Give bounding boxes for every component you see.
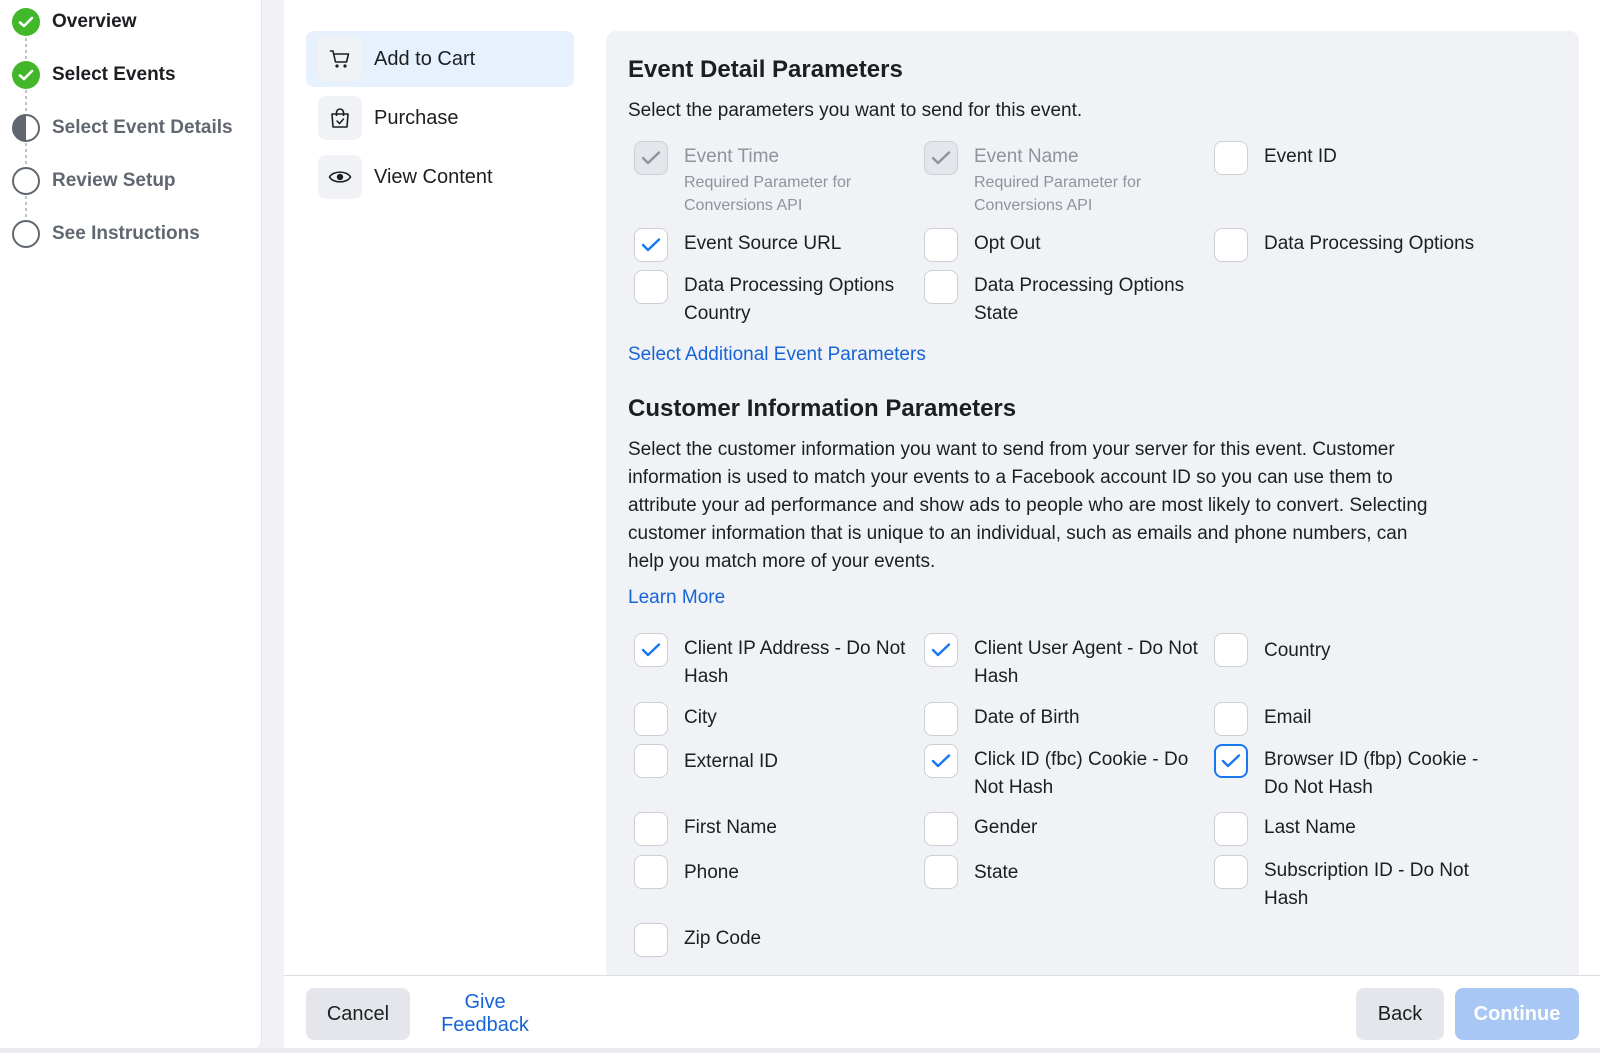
step-overview[interactable] [12,7,252,37]
checkbox-label: Data Processing Options [1264,233,1475,254]
checkbox-date-of-birth[interactable] [924,702,1204,736]
setup-stepper [0,0,262,1048]
bottom-strip [0,1048,1600,1053]
checkbox-label: State [974,862,1019,883]
step-select-events[interactable] [12,60,252,90]
event-detail-description: Select the parameters you want to send for this event. [628,100,1083,121]
checkbox[interactable] [1214,228,1248,262]
step-review-setup[interactable] [12,166,252,196]
step-label: See Instructions [52,223,200,244]
checkbox-event-source-url[interactable] [634,228,904,262]
checkbox-label: Subscription ID - Do Not Hash [1264,860,1469,909]
checkbox-label: Event Name [974,146,1079,167]
checkbox-label: Browser ID (fbp) Cookie - Do Not Hash [1264,749,1479,798]
checkbox-label: Opt Out [974,233,1041,254]
checkbox[interactable] [1214,633,1248,667]
checkbox[interactable] [924,228,958,262]
event-label: Add to Cart [374,47,476,70]
checkbox[interactable] [924,270,958,304]
checkbox-last-name[interactable] [1214,812,1514,846]
checkbox-event-id[interactable] [1214,141,1534,175]
checkbox-event-name[interactable] [924,141,1194,217]
checkbox-event-time[interactable] [634,141,904,217]
checkbox-label: Last Name [1264,817,1356,838]
event-detail-title: Event Detail Parameters [628,56,903,83]
step-label: Overview [52,11,137,32]
checkbox-label: Gender [974,817,1038,838]
cart-icon [318,37,362,81]
checkbox-label: Event Source URL [684,233,842,254]
step-label: Review Setup [52,170,176,191]
checkbox[interactable] [924,141,958,175]
step-see-instructions[interactable] [12,219,252,249]
half-circle-icon [12,114,40,142]
checkbox[interactable] [634,633,668,667]
step-select-event-details[interactable] [12,113,252,143]
checkbox-label: Zip Code [684,928,762,949]
give-feedback-button[interactable]: Give Feedback [420,988,550,1040]
checkbox-zip-code[interactable] [634,923,914,957]
event-label: View Content [374,165,493,188]
checkbox-label: Date of Birth [974,707,1080,728]
checkbox-sublabel: Required Parameter for Conversions API [974,174,1142,214]
checkbox[interactable] [634,141,668,175]
checkbox[interactable] [924,744,958,778]
check-circle-icon [12,8,40,36]
check-circle-icon [12,61,40,89]
footer-bar [284,975,1600,1048]
checkbox-data-processing-options[interactable] [1214,228,1554,262]
checkbox-client-user-agent[interactable] [924,633,1204,691]
checkbox[interactable] [634,812,668,846]
main-panel [284,0,1600,1048]
checkbox[interactable] [1214,855,1248,889]
checkbox-label: Event ID [1264,146,1337,167]
step-connector [25,90,27,114]
checkbox[interactable] [634,744,668,778]
checkbox-sublabel: Required Parameter for Conversions API [684,174,852,214]
checkbox-opt-out[interactable] [924,228,1194,262]
checkbox-label: External ID [684,751,778,772]
checkbox-label: Email [1264,707,1312,728]
event-label: Purchase [374,106,459,129]
checkbox[interactable] [1214,702,1248,736]
checkbox-label: Click ID (fbc) Cookie - Do Not Hash [974,749,1189,798]
checkbox-client-ip[interactable] [634,633,914,691]
step-label: Select Events [52,64,176,85]
shopping-bag-icon [318,96,362,140]
checkbox-phone[interactable] [634,855,914,889]
learn-more-link[interactable]: Learn More [628,587,726,608]
empty-circle-icon [12,167,40,195]
event-item-purchase[interactable] [306,90,574,146]
checkbox-subscription-id[interactable] [1214,855,1514,913]
checkbox[interactable] [924,855,958,889]
checkbox-city[interactable] [634,702,914,736]
checkbox-gender[interactable] [924,812,1204,846]
step-connector [25,38,27,62]
checkbox-country[interactable] [1214,633,1514,667]
checkbox[interactable] [924,633,958,667]
checkbox[interactable] [634,855,668,889]
checkbox-label: First Name [684,817,777,838]
checkbox[interactable] [634,923,668,957]
customer-info-description: Select the customer information you want to send from your server for this event. Customer information is used to match your events to a Facebook account ID so you can use them to attribute your ad performance and show ads to people who are most likely to convert. Selecting customer information that is unique to an individual, such as emails and phone numbers, can help you match more of your events. [628,439,1428,572]
select-additional-parameters-link[interactable]: Select Additional Event Parameters [628,344,926,365]
empty-circle-icon [12,220,40,248]
back-button[interactable]: Back [1356,988,1444,1040]
checkbox-label: Event Time [684,146,780,167]
checkbox[interactable] [1214,141,1248,175]
checkbox[interactable] [1214,812,1248,846]
checkbox[interactable] [924,702,958,736]
checkbox-click-id-fbc[interactable] [924,744,1204,802]
checkbox-label: Client User Agent - Do Not Hash [974,638,1198,687]
checkbox-label: Country [1264,640,1331,661]
step-connector [25,143,27,167]
eye-icon [318,155,362,199]
continue-button[interactable]: Continue [1455,988,1579,1040]
checkbox-label: City [684,707,717,728]
checkbox-dpo-state[interactable] [924,270,1194,328]
checkbox[interactable] [634,270,668,304]
parameters-panel [606,31,1579,975]
checkbox-label: Data Processing Options Country [684,275,895,324]
checkbox-label: Data Processing Options State [974,275,1185,324]
step-connector [25,196,27,220]
checkbox-browser-id-fbp[interactable] [1214,744,1534,802]
step-label: Select Event Details [52,117,233,138]
checkbox-label: Phone [684,862,739,883]
checkbox-first-name[interactable] [634,812,914,846]
cancel-button[interactable]: Cancel [306,988,410,1040]
checkbox-email[interactable] [1214,702,1514,736]
checkbox-label: Client IP Address - Do Not Hash [684,638,906,687]
event-item-add-to-cart[interactable] [306,31,574,87]
checkbox-state[interactable] [924,855,1204,889]
checkbox-external-id[interactable] [634,744,914,778]
checkbox[interactable] [924,812,958,846]
checkbox-dpo-country[interactable] [634,270,904,328]
customer-info-title: Customer Information Parameters [628,395,1017,422]
event-item-view-content[interactable] [306,149,574,205]
checkbox[interactable] [634,702,668,736]
checkbox[interactable] [634,228,668,262]
checkbox[interactable] [1214,744,1248,778]
